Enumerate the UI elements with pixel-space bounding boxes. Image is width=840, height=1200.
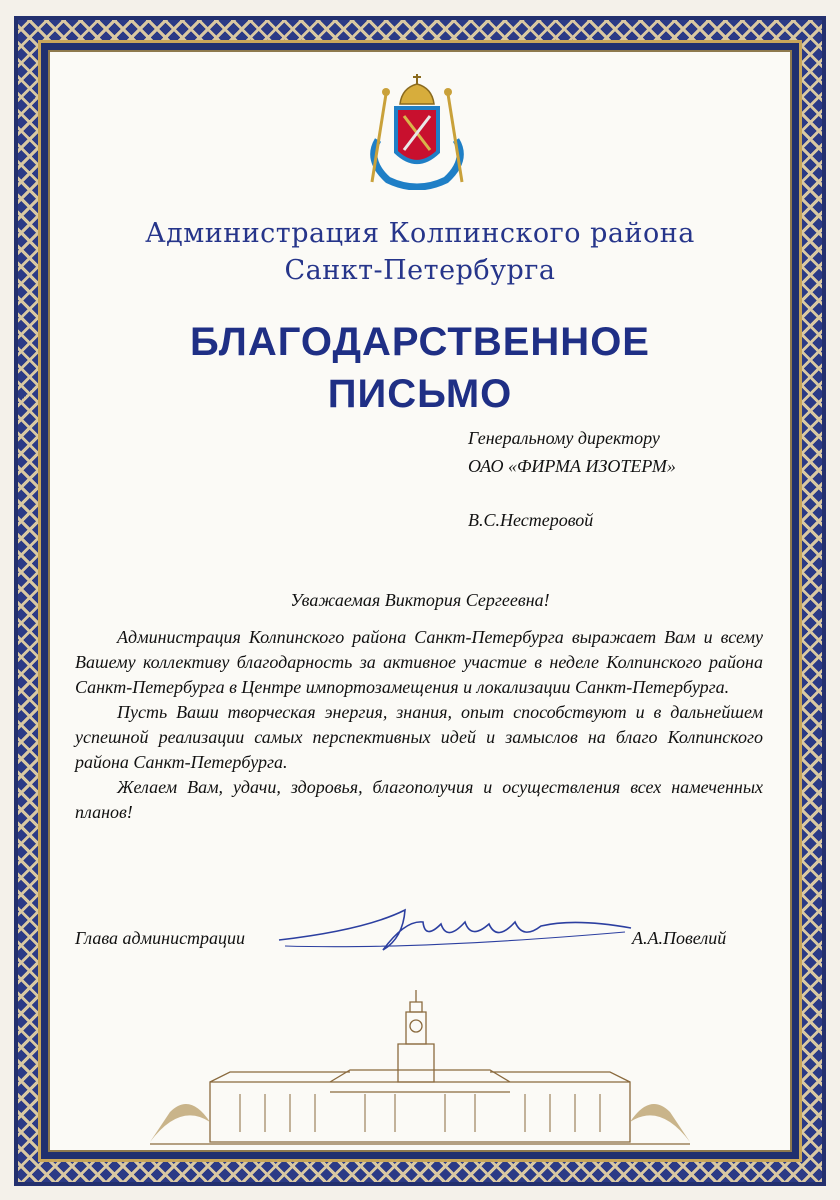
- document-title-line2: ПИСЬМО: [327, 372, 513, 416]
- organization-name: Администрация Колпинского района: [145, 218, 695, 249]
- greeting: Уважаемая Виктория Сергеевна!: [290, 590, 550, 610]
- saint-petersburg-coat-of-arms-icon: [358, 70, 476, 190]
- body-paragraph-3: Желаем Вам, удачи, здоровья, благополучия и осуществления всех намеченных планов!: [75, 777, 763, 822]
- signatory-title: Глава администрации: [75, 928, 246, 948]
- recipient-position: Генеральному директору: [468, 428, 660, 448]
- building-illustration: [150, 982, 690, 1150]
- body-paragraph-1: Администрация Колпинского района Санкт-Петербурга выражает Вам и всему Вашему коллективу благодарность за активное участие в неделе Колпинского района Санкт-Петербурга в Центре импортозамещения и локализации Санкт-Петербурга.: [75, 627, 763, 697]
- handwritten-signature: [275, 900, 635, 960]
- organization-city: Санкт-Петербурга: [284, 255, 556, 286]
- letter-body: [75, 625, 763, 825]
- document-title-line1: БЛАГОДАРСТВЕННОЕ: [190, 320, 650, 364]
- signatory-name: А.А.Повелий: [632, 928, 727, 948]
- body-paragraph-2: Пусть Ваши творческая энергия, знания, опыт способствуют и в дальнейшем успешной реализации самых перспективных идей и замыслов на благо Колпинского района Санкт-Петербурга.: [75, 702, 763, 772]
- recipient-company: ОАО «ФИРМА ИЗОТЕРМ»: [468, 456, 676, 476]
- recipient-name: В.С.Нестеровой: [468, 510, 594, 530]
